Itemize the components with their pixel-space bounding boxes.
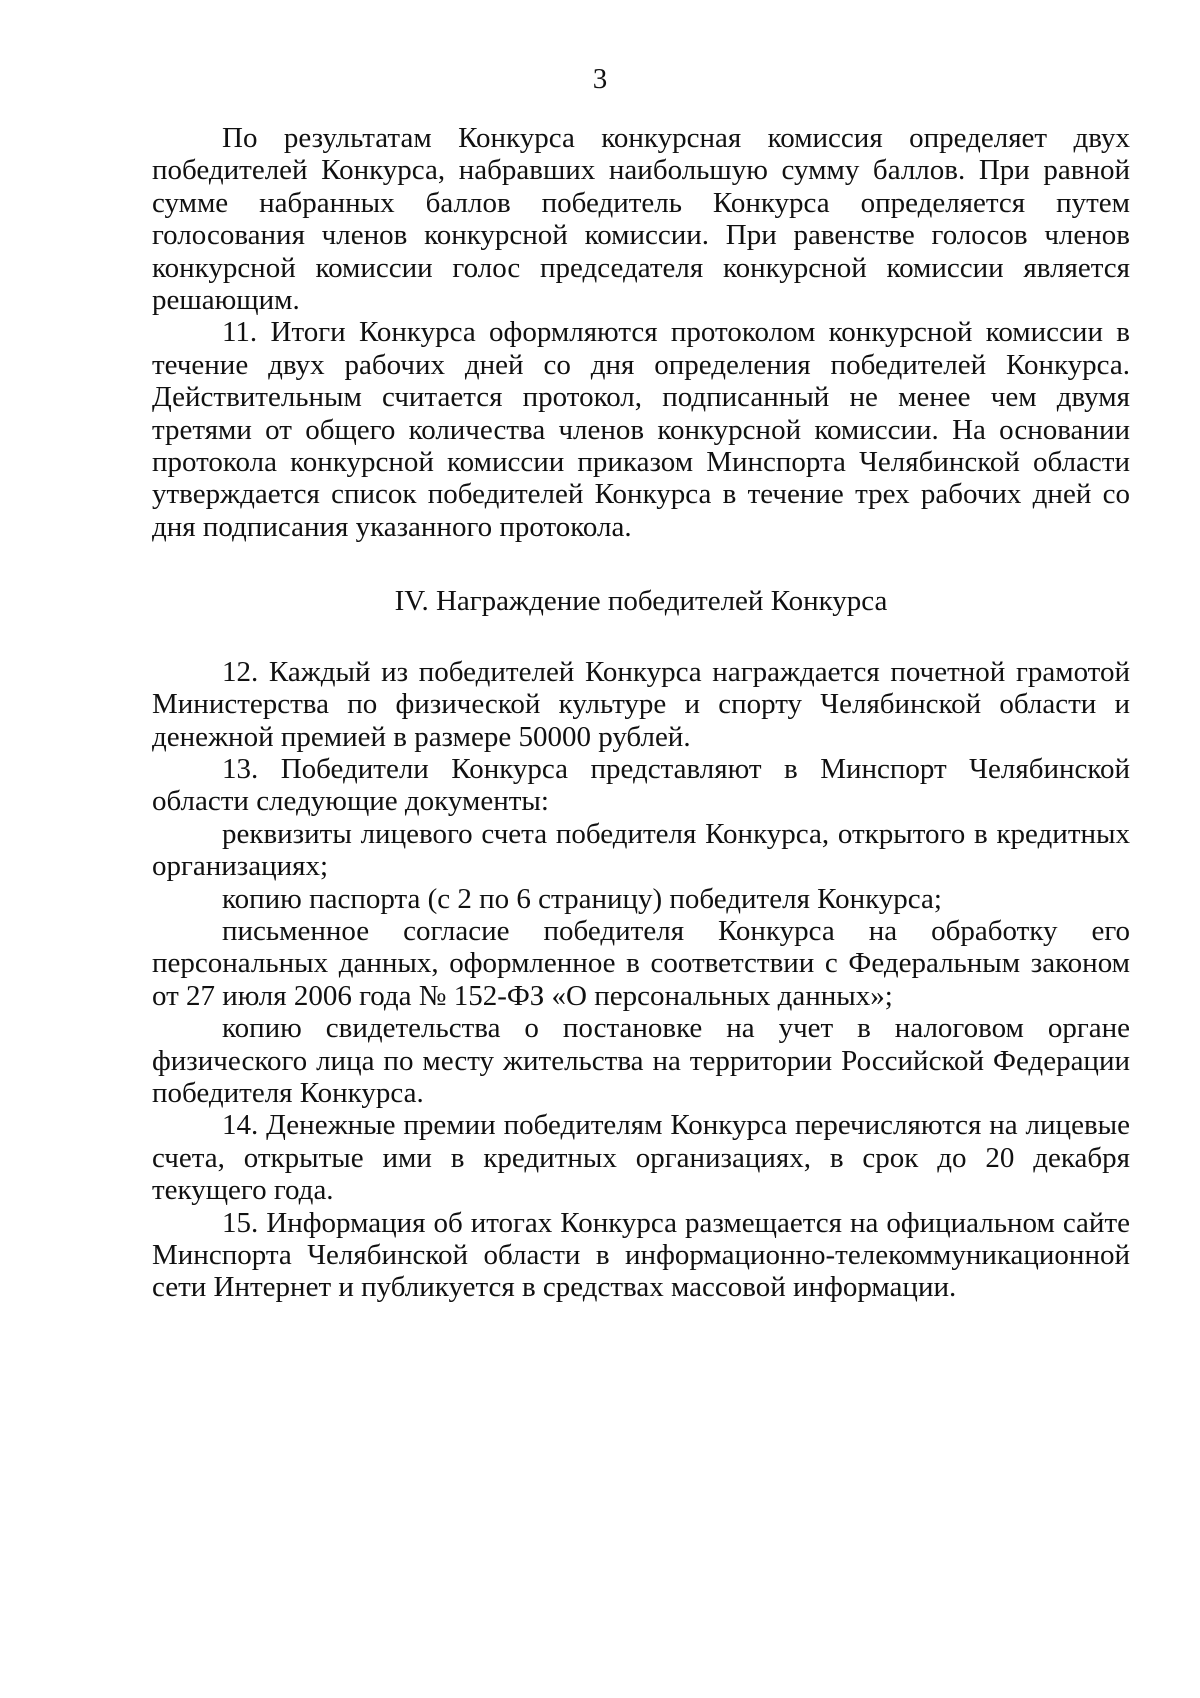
paragraph-winners-determination: По результатам Конкурса конкурсная комиссия определяет двух победителей Конкурса, набравших наибольшую сумму баллов. При равной сумме набранных баллов победитель Конкурса определяется путем голосования членов конкурсной комиссии. При равенстве голосов членов конкурсной комиссии голос председателя конкурсной комиссии является решающим. bbox=[152, 122, 1130, 317]
list-item-tax-registration: копию свидетельства о постановке на учет в налоговом органе физического лица по месту жительства на территории Российской Федерации победителя Конкурса. bbox=[152, 1012, 1130, 1109]
paragraph-12-awarding: 12. Каждый из победителей Конкурса награждается почетной грамотой Министерства по физической культуре и спорту Челябинской области и денежной премией в размере 50000 рублей. bbox=[152, 655, 1130, 753]
paragraph-14-bonus-transfer: 14. Денежные премии победителям Конкурса перечисляются на лицевые счета, открытые ими в кредитных организациях, в срок до 20 декабря текущего года. bbox=[152, 1109, 1130, 1207]
section-heading-iv: IV. Награждение победителей Конкурса bbox=[394, 585, 888, 618]
list-item-passport-copy: копию паспорта (с 2 по 6 страницу) победителя Конкурса; bbox=[222, 882, 942, 915]
page-number: 3 bbox=[592, 63, 608, 95]
paragraph-11-results-protocol: 11. Итоги Конкурса оформляются протоколом конкурсной комиссии в течение двух рабочих дней со дня определения победителей Конкурса. Действительным считается протокол, подписанный не менее чем двумя третями от общего количества членов конкурсной комиссии. На основании протокола конкурсной комиссии приказом Минспорта Челябинской области утверждается список победителей Конкурса в течение трех рабочих дней со дня подписания указанного протокола. bbox=[152, 316, 1130, 543]
list-item-bank-details: реквизиты лицевого счета победителя Конкурса, открытого в кредитных организациях; bbox=[152, 817, 1130, 883]
paragraph-13-documents: 13. Победители Конкурса представляют в Минспорт Челябинской области следующие документы: bbox=[152, 752, 1130, 818]
paragraph-15-results-publication: 15. Информация об итогах Конкурса размещается на официальном сайте Минспорта Челябинской области в информационно-телекоммуникационной сети Интернет и публикуется в средствах массовой информации. bbox=[152, 1206, 1130, 1304]
document-body bbox=[152, 122, 1130, 1304]
list-item-personal-data-consent: письменное согласие победителя Конкурса на обработку его персональных данных, оформленное в соответствии с Федеральным законом от 27 июля 2006 года № 152-ФЗ «О персональных данных»; bbox=[152, 914, 1130, 1012]
